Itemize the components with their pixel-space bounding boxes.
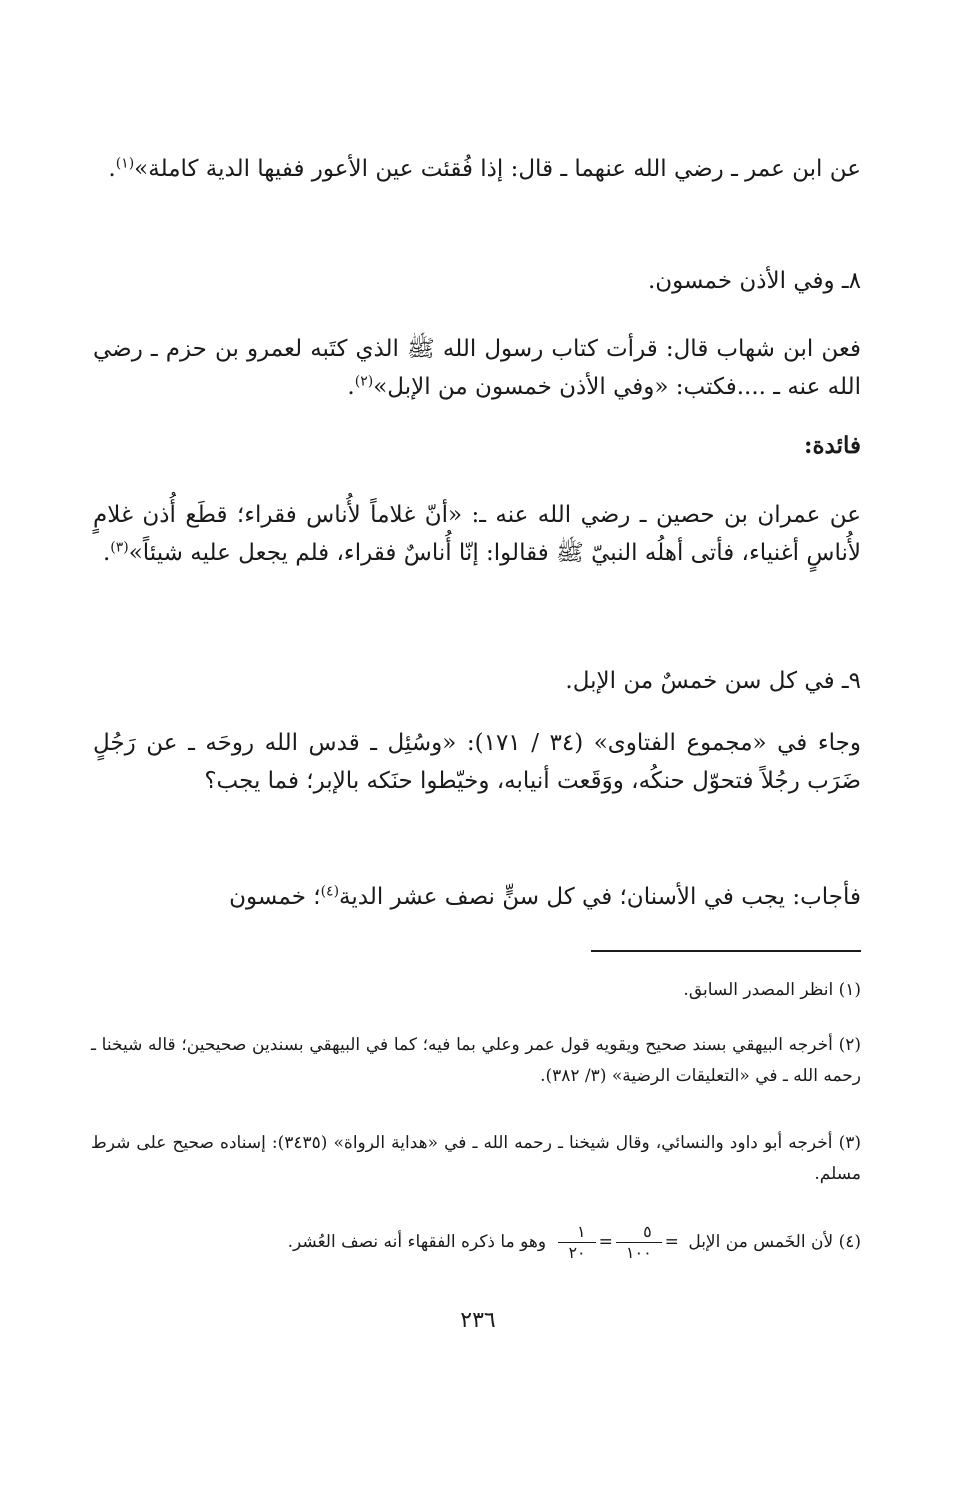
- fraction-one-twentieth: [558, 1222, 595, 1263]
- footnote-ref-1: (١): [115, 155, 135, 172]
- paragraph-text: فأجاب: يجب في الأسنان؛ في كل سنٍّ نصف عشر الدية: [339, 884, 861, 910]
- paragraph-fatawa: وجاء في «مجموع الفتاوى» (٣٤ / ١٧١): «وسُئِل ـ قدس الله روحَه ـ عن رَجُلٍ ضَرَب رجُلاً فتحوّل حنكُه، ووَقَعت أنيابه، وخيّطوا حنَكه بالإبر؛ فما يجب؟: [93, 730, 861, 794]
- fraction-expression: [555, 1222, 678, 1263]
- footnote-ref-4: (٤): [320, 883, 340, 900]
- paragraph-text: فعن ابن شهاب قال: قرأت كتاب رسول الله ﷺ الذي كتَبه لعمرو بن حزم ـ رضي الله عنه ـ ....فكتب: «وفي الأذن خمسون من الإبل»: [93, 336, 861, 400]
- item-9-teeth: ٩ـ في كل سن خمسٌ من الإبل.: [565, 668, 861, 694]
- fraction-five-hundredths: [616, 1222, 662, 1263]
- paragraph-ibn-shihab: [93, 330, 861, 406]
- footnote-4-text-end: وهو ما ذكره الفقهاء أنه نصف العُشر.: [287, 1232, 547, 1252]
- page-number: ٢٣٦: [460, 1308, 496, 1333]
- equals-sign: =: [664, 1232, 679, 1252]
- footnote-1: (١) انظر المصدر السابق.: [683, 980, 861, 1000]
- paragraph-end: .: [108, 156, 116, 182]
- paragraph-imran: [93, 496, 861, 572]
- paragraph-ibn-umar: [93, 150, 861, 188]
- equals-sign: =: [598, 1232, 613, 1252]
- heading-faida: فائدة:: [803, 432, 861, 459]
- footnote-4-text: (٤) لأن الخَمس من الإبل: [688, 1232, 861, 1252]
- paragraph-end: .: [102, 540, 111, 566]
- paragraph-end: ؛ خمسون: [229, 884, 321, 910]
- footnote-separator: [591, 950, 861, 952]
- footnote-ref-3: (٣): [110, 539, 129, 556]
- paragraph-end: .: [347, 374, 355, 400]
- fraction-numerator: ٥: [616, 1222, 662, 1243]
- item-8-ear: ٨ـ وفي الأذن خمسون.: [647, 268, 861, 294]
- footnote-ref-2: (٢): [354, 373, 374, 390]
- paragraph-answer: [93, 878, 861, 916]
- footnote-4: [91, 1222, 861, 1263]
- footnote-3: (٣) أخرجه أبو داود والنسائي، وقال شيخنا ـ رحمه الله ـ في «هداية الرواة» (٣٤٣٥): إسناده صحيح على شرط مسلم.: [91, 1133, 862, 1184]
- footnote-2: (٢) أخرجه البيهقي بسند صحيح ويقويه قول عمر وعلي بما فيه؛ كما في البيهقي بسندين صحيحين؛ قاله شيخنا ـ رحمه الله ـ في «التعليقات الرضية» (٣/ ٣٨٢).: [91, 1035, 861, 1086]
- paragraph-text: عن عمران بن حصين ـ رضي الله عنه ـ: «أنّ غلاماً لأُناس فقراء؛ قطَع أُذن غلامٍ لأُناسٍ أغنياء، فأتى أهلُه النبيّ ﷺ فقالوا: إنّا أُناسٌ فقراء، فلم يجعل عليه شيئاً»: [93, 502, 861, 566]
- fraction-denominator: ١٠٠: [625, 1243, 652, 1262]
- fraction-numerator: ١: [558, 1222, 595, 1243]
- paragraph-text: عن ابن عمر ـ رضي الله عنهما ـ قال: إذا فُقئت عين الأعور ففيها الدية كاملة»: [134, 156, 861, 182]
- fraction-denominator: ٢٠: [568, 1243, 586, 1262]
